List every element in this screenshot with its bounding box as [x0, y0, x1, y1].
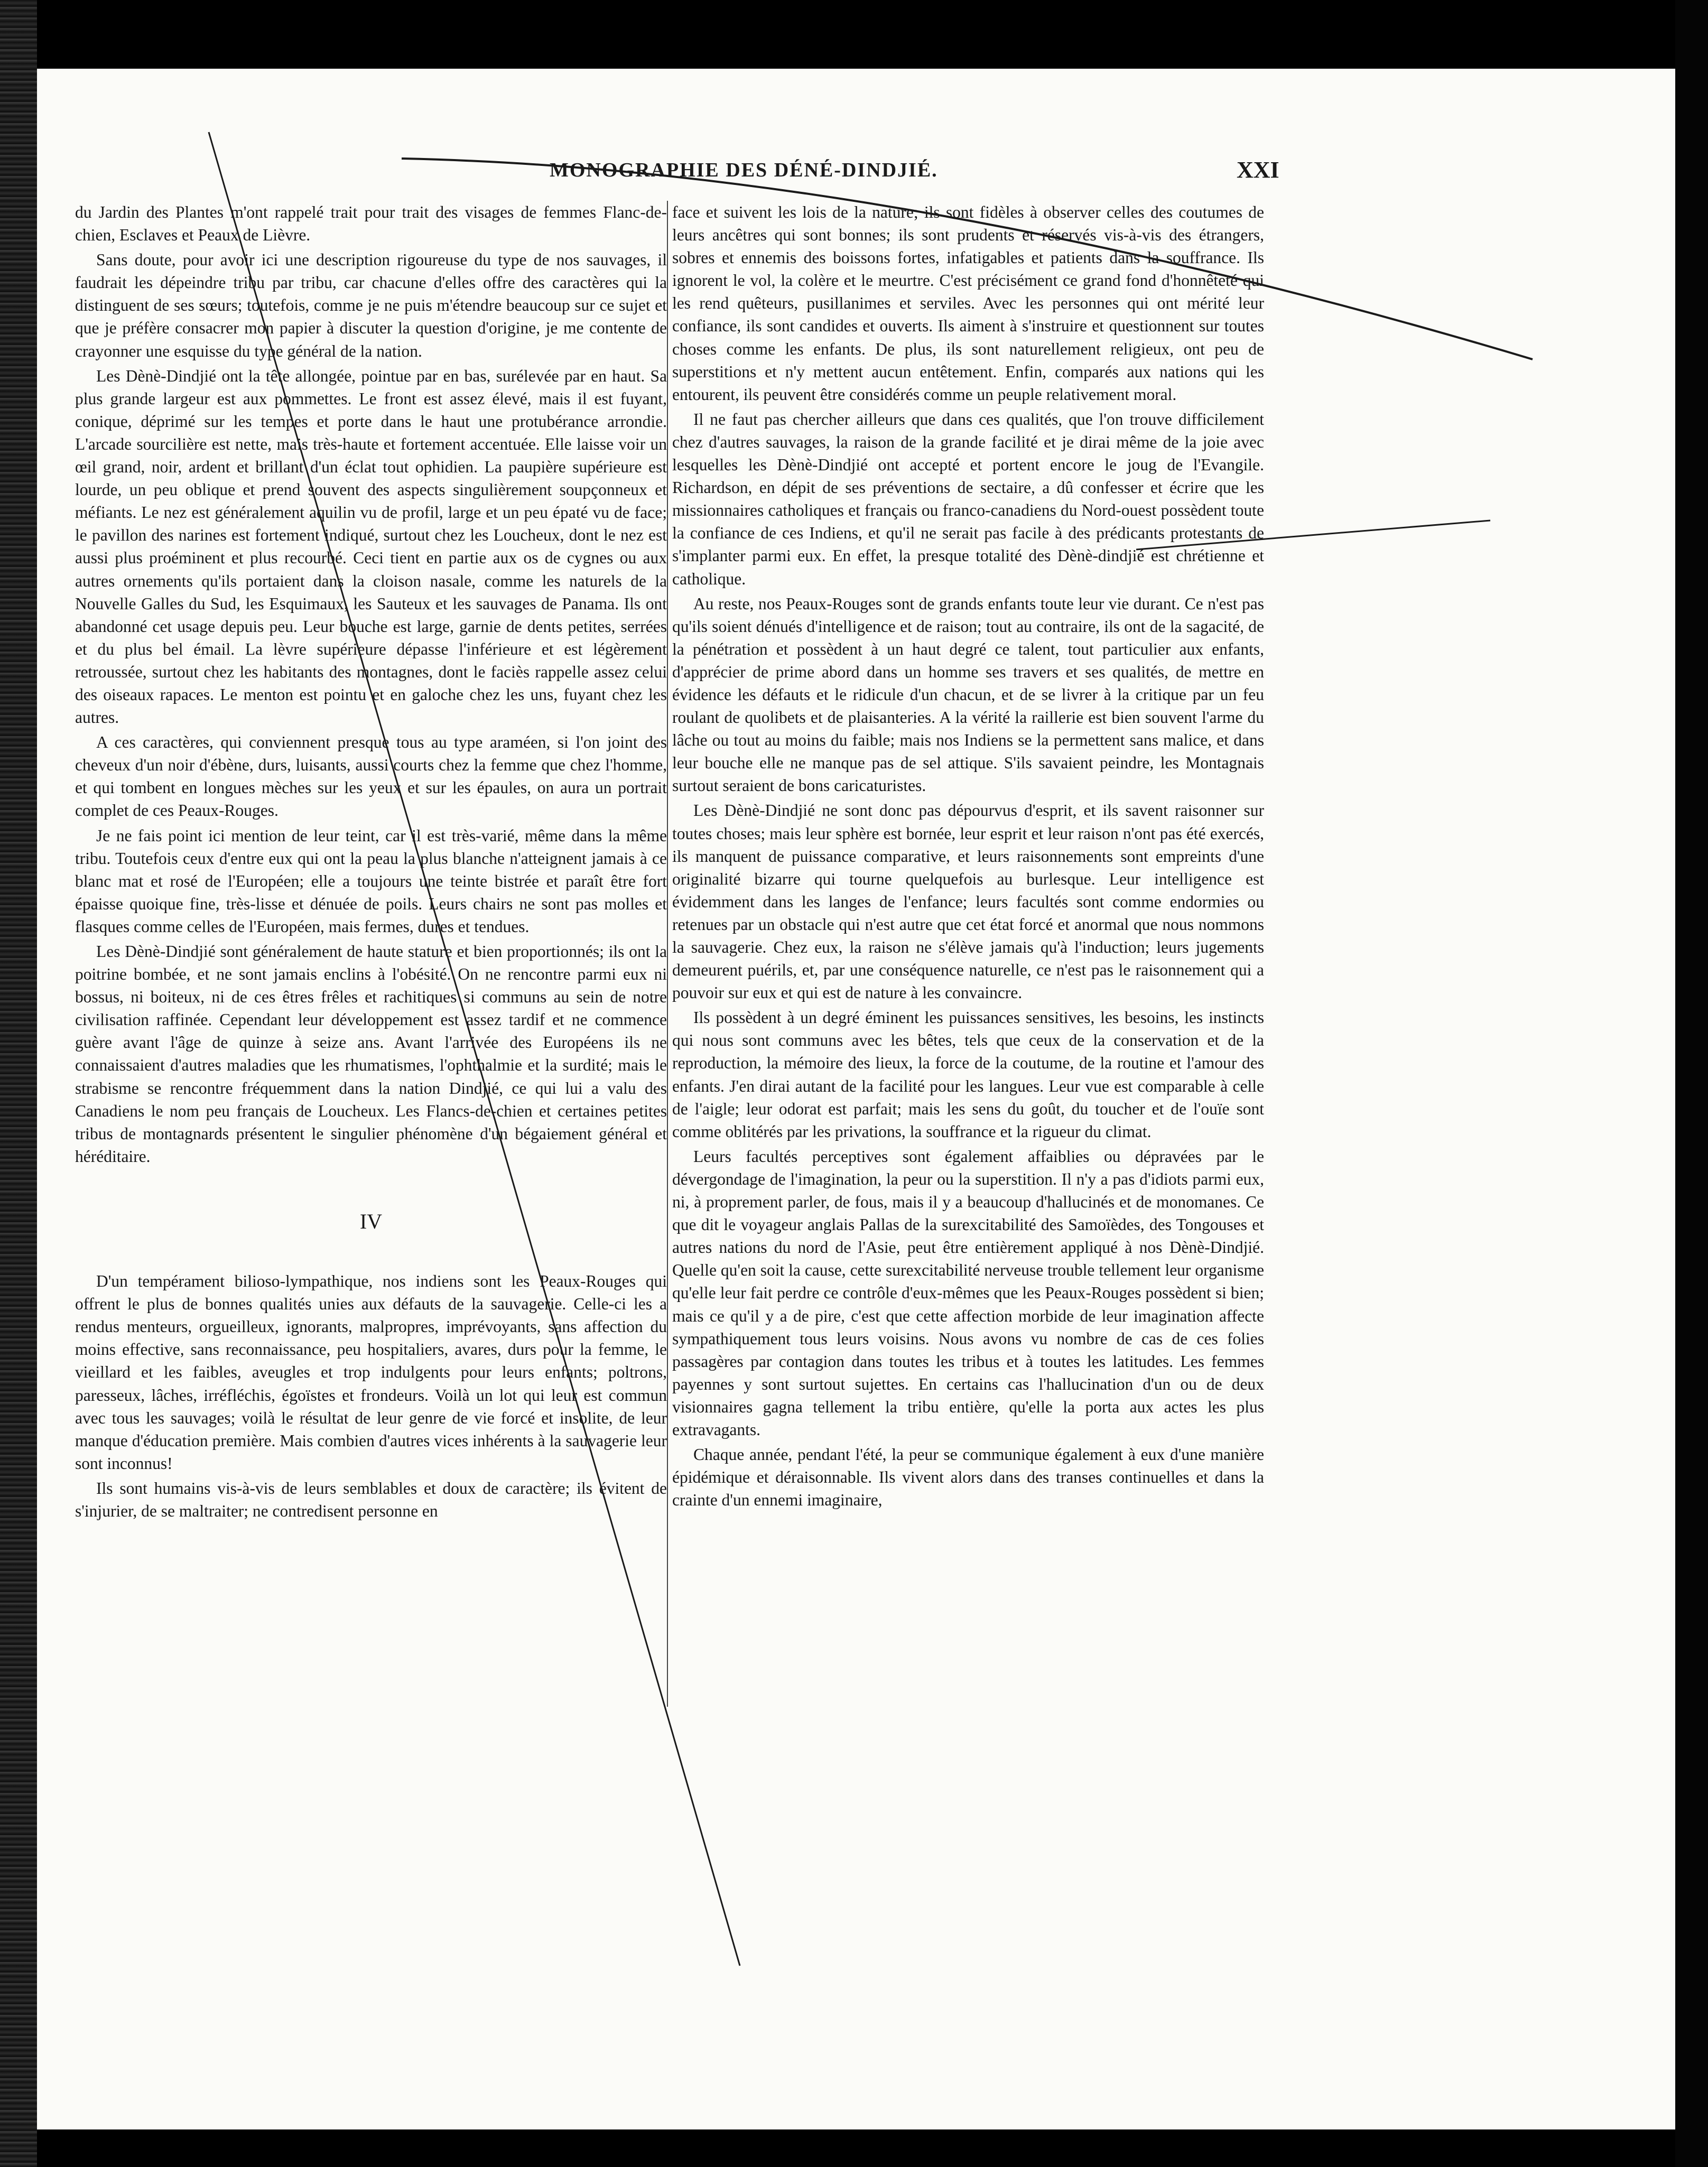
- right-paragraph-6: Leurs facultés perceptives sont également affaiblies ou dépravées par le dévergondage de l'imagination, la peur ou la superstition. Il n'y a pas d'idiots parmi eux, ni, à proprement parler, de fous, mais il y a beaucoup d'hallucinés et de monomanes. Ce que dit le voyageur anglais Pallas de la surexcitabilité des Samoïèdes, des Tongouses et autres nations du nord de l'Asie, peut être entièrement appliqué à nos Dènè-Dindjié. Quelle qu'en soit la cause, cette surexcitabilité nerveuse trouble tellement leur organisme qu'elle leur fait perdre ce contrôle d'eux-mêmes que les Peaux-Rouges possèdent si bien; mais ce qu'il y a de pire, c'est que cette affection morbide de leur imagination affecte sympathiquement tous leurs voisins. Nous avons vu nombre de cas de ces folies passagères par contagion dans toutes les tribus et à toutes les latitudes. Les femmes payennes y sont surtout sujettes. En certains cas l'hallucination d'un ou de deux visionnaires gagna tellement la tribu entière, qu'elle la porta aux actes les plus extravagants.: [672, 1147, 1264, 1439]
- right-paragraph-4: Les Dènè-Dindjié ne sont donc pas dépourvus d'esprit, et ils savent raisonner sur toutes choses; mais leur sphère est bornée, leur esprit et leur raison n'ont pas été exercés, ils manquent de puissance comparative, et leurs raisonnements sont empreints d'une originalité bizarre qui tourne quelquefois au burlesque. Leur intelligence est évidemment dans les langes de l'enfance; leurs facultés sont comme endormies ou retenues par un obstacle qui n'est autre que cet état forcé et anormal que nous nommons la sauvagerie. Chez eux, la raison ne s'élève jamais qu'à l'induction; leurs jugements demeurent puérils, et, par une conséquence naturelle, ce n'est pas le raisonnement qui a pouvoir sur eux et qui est de nature à les convaincre.: [672, 801, 1264, 1002]
- right-paragraph-5: Ils possèdent à un degré éminent les puissances sensitives, les besoins, les instincts qui nous sont communs avec les bêtes, tels que ceux de la conservation et de la reproduction, la mémoire des lieux, la force de la coutume, de la routine et l'amour des enfants. J'en dirai autant de la facilité pour les langues. Leur vue est comparable à celle de l'aigle; leur odorat est parfait; mais les sens du goût, du toucher et de l'ouïe sont comme oblitérés par les privations, la souffrance et la rigueur du climat.: [672, 1008, 1264, 1141]
- stray-line-right: [1136, 520, 1490, 550]
- section-number: IV: [359, 1209, 383, 1233]
- right-paragraph-2: Il ne faut pas chercher ailleurs que dans ces qualités, que l'on trouve difficilement chez d'autres sauvages, la raison de la grande facilité et je dirai même de la joie avec lesquelles les Dènè-Dindjié ont accepté et portent encore le joug de l'Evangile. Richardson, en dépit de ses préventions de sectaire, a dû confesser et écrire que les missionnaires catholiques et français ou franco-canadiens du Nord-ouest possèdent toute la confiance de ces Indiens, et qu'il ne serait pas facile à des prédicants protestants de s'implanter parmi eux. En effet, la presque totalité des Dènè-dindjié est chrétienne et catholique.: [672, 410, 1264, 588]
- page-number: XXI: [1237, 157, 1279, 183]
- right-paragraph-3: Au reste, nos Peaux-Rouges sont de grands enfants toute leur vie durant. Ce n'est pas qu'ils soient dénués d'intelligence et de raison; tout au contraire, ils ont de la sagacité, de la pénétration et possèdent à un haut degré ce talent, tout particulier aux enfants, d'apprécier de prime abord dans un homme ses travers et ses qualités, de mettre en évidence les défauts et le ridicule d'un chacun, et de se livrer à la critique par un feu roulant de quolibets et de plaisanteries. A la vérité la raillerie est bien souvent l'arme du lâche ou tout au moins du faible; mais nos Indiens se la permettent sans malice, et dans leur bouche elle ne manque pas de sel attique. S'ils savaient peindre, les Montagnais surtout seraient de bons caricaturistes.: [672, 594, 1264, 795]
- left-paragraph-5: Je ne fais point ici mention de leur teint, car il est très-varié, même dans la même tribu. Toutefois ceux d'entre eux qui ont la peau la plus blanche n'atteignent jamais à ce blanc mat et rosé de l'Européen; elle a toujours une teinte bistrée et paraît être fort épaisse quoique fine, très-lisse et dénuée de poils. Leurs chairs ne sont pas molles et flasques comme celles de l'Européen, mais fermes, dures et tendues.: [75, 826, 667, 936]
- right-paragraph-7: Chaque année, pendant l'été, la peur se communique également à eux d'une manière épidémique et déraisonnable. Ils vivent alors dans des transes continuelles et dans la crainte d'un ennemi imaginaire,: [672, 1445, 1264, 1510]
- stray-line-diagonal: [209, 132, 740, 1966]
- stray-line-top: [402, 159, 1533, 359]
- left-paragraph-7: D'un tempérament bilioso-lympathique, nos indiens sont les Peaux-Rouges qui offrent le plus de bonnes qualités unies aux défauts de la sauvagerie. Celle-ci les a rendus menteurs, orgueilleux, ignorants, malpropres, imprévoyants, sans affection du moins effective, sans reconnaissance, peu hospitaliers, avares, durs pour la femme, le vieillard et les faibles, aveugles et trop indulgents pour leurs enfants; poltrons, paresseux, lâches, irréfléchis, égoïstes et frondeurs. Voilà un lot qui leur est commun avec tous les sauvages; voilà le résultat de leur genre de vie forcé et insolite, de leur manque d'éducation première. Mais combien d'autres vices inhérents à la sauvagerie leur sont inconnus!: [75, 1272, 667, 1473]
- left-paragraph-8: Ils sont humains vis-à-vis de leurs semblables et doux de caractère; ils évitent de s'injurier, de se maltraiter; ne contredisent personne en: [75, 1478, 667, 1520]
- left-paragraph-1: du Jardin des Plantes m'ont rappelé trait pour trait des visages de femmes Flanc-de-chien, Esclaves et Peaux de Lièvre.: [75, 203, 667, 245]
- running-head-title: MONOGRAPHIE DES DÉNÉ-DINDJIÉ.: [550, 159, 938, 181]
- left-paragraph-4: A ces caractères, qui conviennent presque tous au type araméen, si l'on joint des cheveux d'un noir d'ébène, durs, luisants, aussi courts chez la femme que chez l'homme, et qui tombent en longues mèches sur les yeux et sur les épaules, on aura un portrait complet de ces Peaux-Rouges.: [75, 733, 667, 820]
- left-paragraph-3: Les Dènè-Dindjié ont la tête allongée, pointue par en bas, surélevée par en haut. Sa plus grande largeur est aux pommettes. Le front est assez élevé, mais il est fuyant, conique, déprimé sur les tempes et porte dans le haut une protubérance arrondie. L'arcade sourcilière est nette, mais très-haute et fortement accentuée. Elle laisse voir un œil grand, noir, ardent et brillant d'un éclat tout ophidien. La paupière supérieure est lourde, un peu oblique et prend souvent des aspects singulièrement soupçonneux et méfiants. Le nez est généralement aquilin vu de profil, large et un peu épaté vu de face; le pavillon des narines est fortement indiqué, surtout chez les Loucheux, dont le nez est aussi plus proéminent et plus recourbé. Ceci tient en partie aux os de cygnes ou aux autres ornements qu'ils portaient dans la cloison nasale, comme les naturels de la Nouvelle Galles du Sud, les Esquimaux, les Sauteux et les sauvages de Panama. Ils ont abandonné cet usage depuis peu. Leur bouche est large, garnie de dents petites, serrées et du plus bel émail. La lèvre supérieure dépasse l'inférieure et est légèrement retroussée, surtout chez les habitants des montagnes, dont le faciès rappelle assez celui des oiseaux rapaces. Le menton est pointu et en galoche chez les uns, fuyant chez les autres.: [75, 366, 667, 727]
- right-paragraph-1: face et suivent les lois de la nature; ils sont fidèles à observer celles des coutumes de leurs ancêtres qui sont bonnes; ils sont prudents et réservés vis-à-vis des étrangers, sobres et ennemis des boissons fortes, infatigables et patients dans la souffrance. Ils ignorent le vol, la colère et le meurtre. C'est précisément ce grand fond d'honnêteté qui les rend quêteurs, pusillanimes et serviles. Avec les personnes qui ont mérité leur confiance, ils sont candides et ouverts. Ils aiment à s'instruire et questionnent sur toutes choses comme les enfants. De plus, ils sont naturellement religieux, ont peu de superstitions et n'y mettent aucun entêtement. Enfin, comparés aux nations qui les entourent, ils peuvent être considérés comme un peuple relativement moral.: [672, 203, 1264, 404]
- left-paragraph-2: Sans doute, pour avoir ici une description rigoureuse du type de nos sauvages, il faudrait les dépeindre tribu par tribu, car chacune d'elles offre des caractères qui la distinguent de ses sœurs; toutefois, comme je ne puis m'étendre beaucoup sur ce sujet et que je préfère consacrer mon papier à discuter la question d'origine, je me contente de crayonner une esquisse du type général de la nation.: [75, 250, 667, 360]
- left-paragraph-6: Les Dènè-Dindjié sont généralement de haute stature et bien proportionnés; ils ont la poitrine bombée, et ne sont jamais enclins à l'obésité. On ne rencontre parmi eux ni bossus, ni boiteux, ni de ces êtres frêles et rachitiques si communs au sein de notre civilisation raffinée. Cependant leur développement est assez tardif et ne commence guère avant l'âge de quinze à seize ans. Avant l'arrivée des Européens ils ne connaissaient d'autres maladies que les rhumatismes, l'ophthalmie et la surdité; mais le strabisme se rencontre fréquemment dans la nation Dindjié, ce qui lui a valu des Canadiens le nom peu français de Loucheux. Les Flancs-de-chien et certaines petites tribus de montagnards présentent le singulier phénomène d'un bégaiement général et héréditaire.: [75, 942, 667, 1166]
